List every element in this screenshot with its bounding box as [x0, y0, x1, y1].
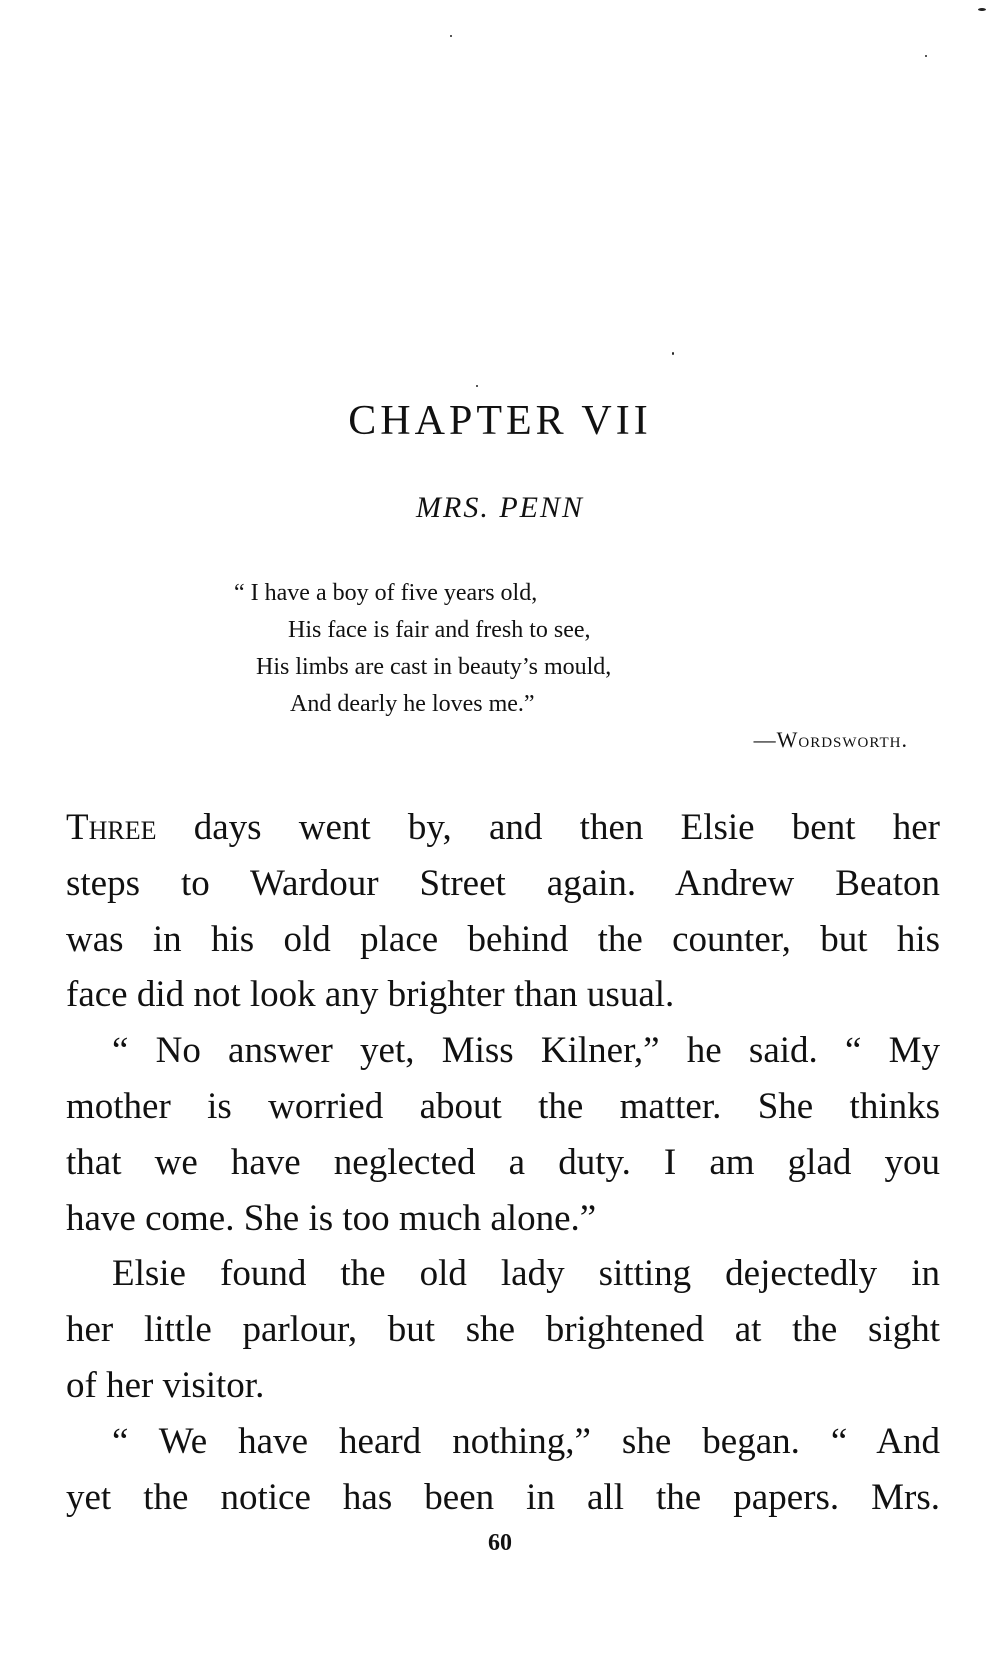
paragraph-line: her little parlour, but she brightened at the sight [66, 1309, 940, 1351]
scan-speck [925, 55, 927, 57]
attribution-dash: — [753, 727, 777, 752]
paragraph-line: “ We have heard nothing,” she began. “ And [112, 1420, 940, 1462]
epigraph-line: His face is fair and fresh to see, [288, 617, 591, 643]
scan-speck [672, 352, 674, 355]
body-text [66, 800, 940, 1525]
paragraph-line: steps to Wardour Street again. Andrew Beaton [66, 862, 940, 904]
epigraph-attribution [0, 727, 908, 753]
paragraph-line: that we have neglected a duty. I am glad you [66, 1141, 940, 1183]
scan-speck [450, 35, 452, 37]
paragraph-line: face did not look any brighter than usual. [66, 974, 675, 1016]
scan-speck [476, 385, 478, 387]
scan-speck [978, 8, 986, 11]
chapter-heading: CHAPTER VII [348, 398, 652, 444]
opening-word: Three [66, 807, 157, 848]
paragraph-line: mother is worried about the matter. She thinks [66, 1085, 940, 1127]
paragraph-line: Elsie found the old lady sitting dejectedly in [112, 1253, 940, 1295]
paragraph-line: have come. She is too much alone.” [66, 1197, 597, 1239]
epigraph-line: “ I have a boy of five years old, [234, 580, 538, 606]
attribution-name: Wordsworth. [776, 727, 908, 752]
paragraph-line: Three days went by, and then Elsie bent her [66, 807, 940, 848]
epigraph-line: And dearly he loves me.” [290, 691, 535, 717]
paragraph-line: was in his old place behind the counter, but his [66, 918, 940, 960]
paragraph-line: of her visitor. [66, 1364, 265, 1406]
page-number: 60 [488, 1530, 512, 1556]
paragraph-line: yet the notice has been in all the papers. Mrs. [66, 1476, 940, 1518]
chapter-title: MRS. PENN [416, 491, 584, 524]
epigraph-line: His limbs are cast in beauty’s mould, [256, 654, 612, 680]
paragraph-line: “ No answer yet, Miss Kilner,” he said. “ My [112, 1030, 940, 1072]
